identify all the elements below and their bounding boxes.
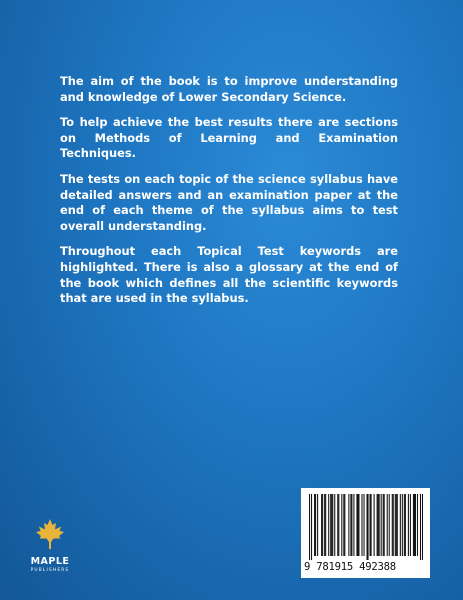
barcode-bar [311, 494, 312, 560]
isbn-number: 9 781915 492388 [304, 561, 396, 573]
barcode-bar [415, 494, 416, 556]
barcode-bar [417, 494, 418, 556]
barcode-bar [309, 494, 310, 560]
barcode-bar [374, 494, 375, 556]
barcode-bar [314, 494, 315, 556]
barcode-bar [363, 494, 364, 556]
barcode-bar [371, 494, 372, 556]
barcode-bar [397, 494, 398, 556]
barcode-bar [325, 494, 326, 556]
barcode-bar [383, 494, 384, 556]
barcode-bar [338, 494, 339, 556]
barcode-bar [420, 494, 421, 560]
barcode-bar [322, 494, 323, 556]
barcode-bar [392, 494, 393, 556]
barcode-bar [341, 494, 342, 556]
barcode-bar [422, 494, 423, 560]
barcode-bar [384, 494, 385, 556]
barcode-bar [367, 494, 368, 560]
barcode-bar [353, 494, 354, 556]
barcode-bar [328, 494, 329, 556]
blurb-paragraph-aim: The aim of the book is to improve understanding and knowledge of Lower Secondary Science. [60, 74, 398, 104]
isbn-barcode [301, 488, 430, 578]
barcode-bar [370, 494, 371, 556]
barcode-bar [395, 494, 396, 556]
barcode-bar [350, 494, 351, 556]
barcode-bar [321, 494, 322, 556]
barcode-bar [410, 494, 411, 556]
barcode-bar [332, 494, 333, 556]
blurb-paragraph-tests: The tests on each topic of the science syllabus have detailed answers and an examination paper at the end of each theme of the syllabus aims to test overall understanding. [60, 171, 398, 233]
barcode-bar [379, 494, 380, 556]
barcode-bar [396, 494, 397, 556]
barcode-bar [358, 494, 359, 556]
publisher-tagline: PUBLISHERS [30, 568, 70, 573]
barcode-bar [330, 494, 331, 556]
barcode-bar [393, 494, 394, 556]
barcode-bar [324, 494, 325, 556]
barcode-bar [361, 494, 362, 556]
barcode-bar [400, 494, 401, 556]
barcode-bar [331, 494, 332, 556]
barcode-bar [381, 494, 382, 556]
barcode-bar [404, 494, 405, 556]
barcode-bar [357, 494, 358, 556]
barcode-bar [337, 494, 338, 556]
blurb-paragraph-methods: To help achieve the best results there are sections on Methods of Learning and Examination Techniques. [60, 115, 398, 161]
barcode-bar [351, 494, 352, 556]
barcode-bar [408, 494, 409, 556]
barcode-bar [389, 494, 390, 556]
barcode-bar [348, 494, 349, 556]
barcode-bars [309, 494, 423, 560]
barcode-bar [377, 494, 378, 556]
blurb-paragraph-keywords: Throughout each Topical Test keywords are highlighted. There is also a glossary at the end of the book which defines all the scientific keywords that are used in the syllabus. [60, 244, 398, 306]
barcode-bar [405, 494, 406, 556]
barcode-bar [378, 494, 379, 556]
barcode-bar [402, 494, 403, 556]
barcode-bar [368, 494, 369, 560]
barcode-bar [414, 494, 415, 556]
barcode-bar [356, 494, 357, 556]
back-cover-blurb [60, 74, 398, 317]
barcode-bar [334, 494, 335, 556]
barcode-bar [317, 494, 318, 556]
barcode-bar [315, 494, 316, 556]
publisher-name: MAPLE [30, 556, 70, 567]
publisher-logo [24, 518, 76, 582]
maple-leaf-icon [35, 518, 65, 552]
barcode-bar [344, 494, 345, 556]
barcode-bar [387, 494, 388, 556]
barcode-bar [343, 494, 344, 556]
barcode-bar [413, 494, 414, 556]
